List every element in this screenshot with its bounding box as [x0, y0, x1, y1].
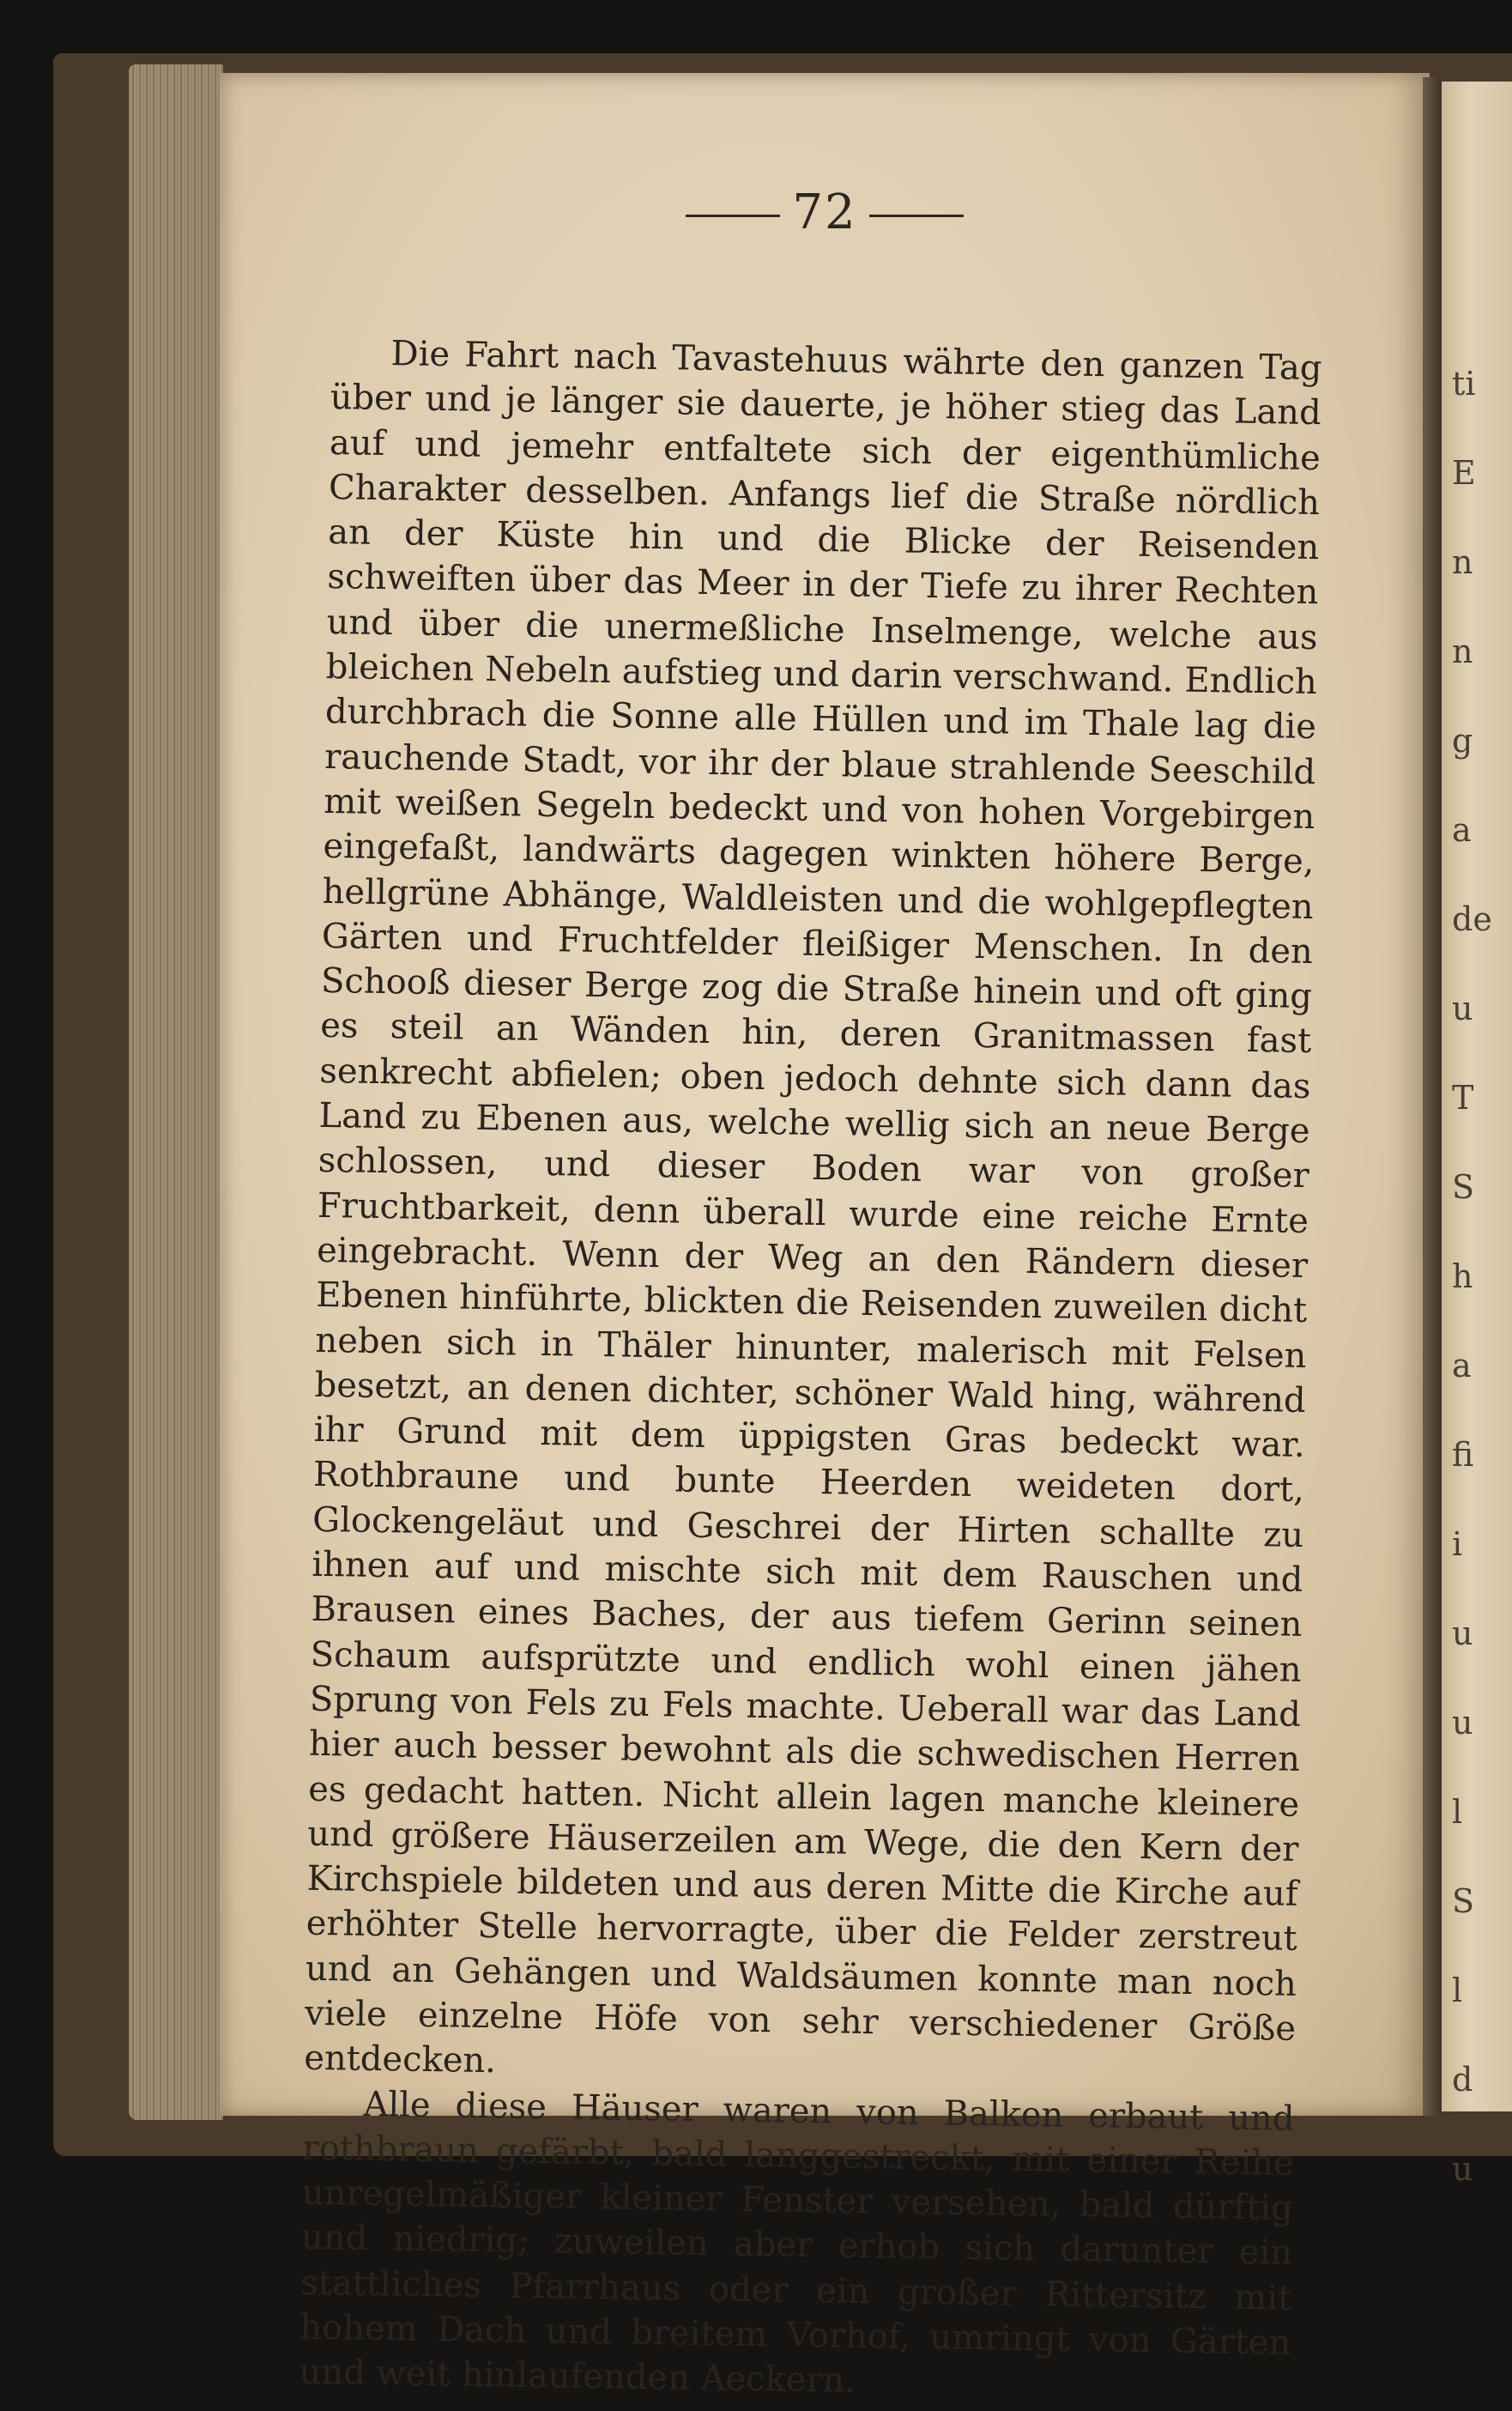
paragraph-1: Die Fahrt nach Tavastehuus währte den ganzen Tag über und je länger sie dauerte, je höher stieg das Land auf und jemehr entfaltete sich der eigenthümliche Charakter desselben. Anfangs lief die Straße nördlich an der Küste hin und die Blicke der Reisenden schweiften über das Meer in der Tiefe zu ihrer Rechten und über die unermeßliche Inselmenge, welche aus bleichen Nebeln aufstieg und darin verschwand. Endlich durchbrach die Sonne alle Hüllen und im Thale lag die rauchende Stadt, vor ihr der blaue strahlende Seeschild mit weißen Segeln bedeckt und von hohen Vorgebirgen eingefaßt, landwärts dagegen winkten höhere Berge, hellgrüne Abhänge, Waldleisten und die wohlgepflegten Gärten und Fruchtfelder fleißiger Menschen. In den Schooß dieser Berge zog die Straße hinein und oft ging es steil an Wänden hin, deren Granitmassen fast senkrecht abfielen; oben jedoch dehnte sich dann das Land zu Ebenen aus, welche wellig sich an neue Berge schlossen, und dieser Boden war von großer Fruchtbarkeit, denn überall wurde eine reiche Ernte eingebracht. Wenn der Weg an den Rändern dieser Ebenen hinführte, blickten die Reisenden zuweilen dicht neben sich in Thäler hinunter, malerisch mit Felsen besetzt, an denen dichter, schöner Wald hing, während ihr Grund mit dem üppigsten Gras bedeckt war. Rothbraune und bunte Heerden weideten dort, Glockengeläut und Geschrei der Hirten schallte zu ihnen auf und mischte sich mit dem Rauschen und Brausen eines Baches, der aus tiefem Gerinn seinen Schaum aufsprützte und endlich wohl einen jähen Sprung von Fels zu Fels machte. Ueberall war das Land hier auch besser bewohnt als die schwedischen Herren es gedacht hatten. Nicht allein lagen manche kleinere und größere Häuserzeilen am Wege, die den Kern der Kirchspiele bildeten und aus deren Mitte die Kirche auf erhöhter Stelle hervorragte, über die Felder zerstreut und an Gehängen und Waldsäumen konnte man noch viele einzelne Höfe von sehr verschiedener Größe entdecken.	[304, 334, 1322, 2081]
paragraph-2: Alle diese Häuser waren von Balken erbaut und rothbraun gefärbt, bald langgestreckt, mit einer Reihe unregelmäßiger kleiner Fenster versehen, bald dürftig und niedrig; zuweilen aber erhob sich darunter ein stattliches Pfarrhaus oder ein großer Rittersitz mit hohem Dach und breitem Vorhof, umringt von Gärten und weit hinlaufenden Aeckern.	[299, 2084, 1295, 2402]
next-page-letters: ti E n n g a de u T S h a fi i u u l S l d u	[1452, 365, 1492, 2188]
body-text	[299, 330, 1322, 2411]
page-edges	[129, 64, 223, 2120]
page-number-rule-left	[686, 215, 780, 217]
page-number	[220, 185, 1430, 240]
page-number-text: 72	[792, 185, 857, 240]
next-page-edge	[1442, 82, 1512, 2188]
page-number-rule-right	[869, 215, 964, 217]
book-page	[220, 73, 1430, 2402]
book-gutter	[1423, 77, 1442, 2116]
